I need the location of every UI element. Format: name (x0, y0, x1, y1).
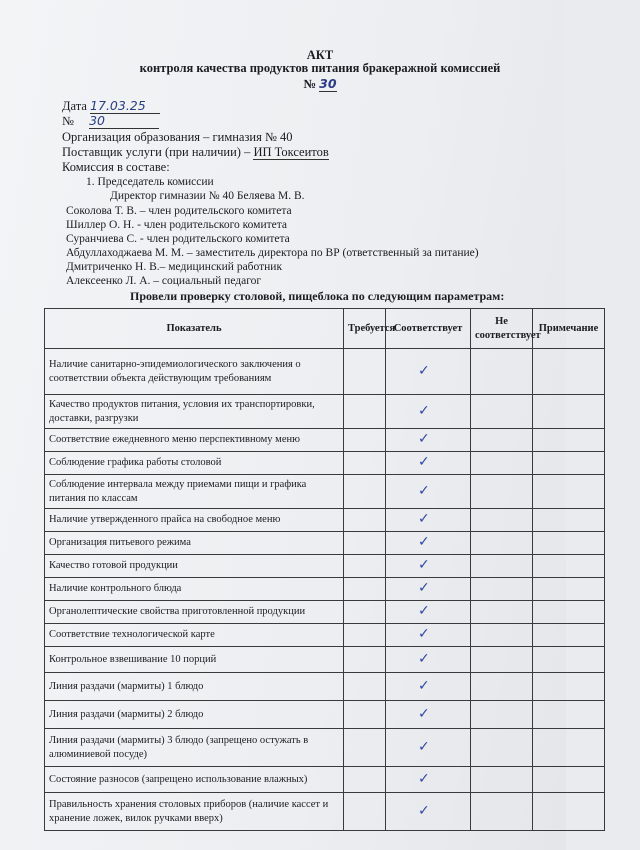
row-noncompliant (471, 349, 533, 395)
table-row (45, 601, 605, 624)
row-label: Наличие утвержденного прайса на свободное меню (45, 509, 344, 532)
row-label: Качество готовой продукции (45, 555, 344, 578)
row-required (344, 349, 386, 395)
table-row (45, 647, 605, 673)
row-label: Соответствие ежедневного меню перспективному меню (45, 429, 344, 452)
check-mark: ✓ (386, 452, 471, 475)
check-mark: ✓ (386, 767, 471, 793)
row-required (344, 475, 386, 509)
row-label: Соблюдение графика работы столовой (45, 452, 344, 475)
member-5: Дмитриченко Н. В.– медицинский работник (66, 261, 283, 273)
row-noncompliant (471, 532, 533, 555)
number-handwritten: 30 (89, 113, 159, 129)
row-required (344, 793, 386, 831)
header-compliant: Соответствует (386, 309, 471, 349)
check-mark: ✓ (386, 349, 471, 395)
row-label: Контрольное взвешивание 10 порций (45, 647, 344, 673)
row-note (533, 395, 605, 429)
commission-label: Комиссия в составе: (62, 160, 170, 174)
row-label: Организация питьевого режима (45, 532, 344, 555)
row-note (533, 767, 605, 793)
member-3: Суранчиева С. - член родительского комитета (66, 233, 290, 245)
row-note (533, 475, 605, 509)
organization-line: Организация образования – гимназия № 40 (62, 130, 293, 144)
table-row (45, 429, 605, 452)
member-1: Соколова Т. В. – член родительского комитета (66, 205, 292, 217)
table-row (45, 349, 605, 395)
row-label: Соблюдение интервала между приемами пищи и графика питания по классам (45, 475, 344, 509)
check-mark: ✓ (386, 395, 471, 429)
row-required (344, 578, 386, 601)
row-note (533, 532, 605, 555)
row-required (344, 532, 386, 555)
act-subtitle: контроля качества продуктов питания бракеражной комиссией (139, 61, 501, 75)
check-mark: ✓ (386, 601, 471, 624)
act-number-handwritten: 30 (319, 76, 337, 91)
date-label: Дата (62, 99, 87, 113)
row-noncompliant (471, 452, 533, 475)
row-label: Наличие санитарно-эпидемиологического заключения о соответствии объекта действующим требованиям (45, 349, 344, 395)
row-label: Органолептические свойства приготовленной продукции (45, 601, 344, 624)
row-noncompliant (471, 601, 533, 624)
row-note (533, 349, 605, 395)
check-mark: ✓ (386, 475, 471, 509)
row-noncompliant (471, 673, 533, 701)
act-number (0, 76, 640, 92)
check-mark: ✓ (386, 729, 471, 767)
check-mark: ✓ (386, 429, 471, 452)
row-noncompliant (471, 701, 533, 729)
row-required (344, 555, 386, 578)
row-noncompliant (471, 647, 533, 673)
row-note (533, 429, 605, 452)
table-row (45, 578, 605, 601)
row-noncompliant (471, 555, 533, 578)
row-note (533, 673, 605, 701)
chair-heading: 1. Председатель комиссии (86, 176, 214, 188)
row-label: Линия раздачи (мармиты) 2 блюдо (45, 701, 344, 729)
row-note (533, 509, 605, 532)
check-mark: ✓ (386, 647, 471, 673)
row-noncompliant (471, 509, 533, 532)
table-row (45, 395, 605, 429)
row-required (344, 395, 386, 429)
date-handwritten: 17.03.25 (90, 98, 160, 114)
number-line (62, 113, 159, 129)
table-row (45, 767, 605, 793)
row-note (533, 647, 605, 673)
row-required (344, 601, 386, 624)
row-label: Соответствие технологической карте (45, 624, 344, 647)
row-note (533, 729, 605, 767)
row-label: Линия раздачи (мармиты) 3 блюдо (запрещено остужать в алюминиевой посуде) (45, 729, 344, 767)
table-row (45, 475, 605, 509)
check-mark: ✓ (386, 624, 471, 647)
inspection-table (44, 308, 605, 831)
table-header-row (45, 309, 605, 349)
table-row (45, 624, 605, 647)
row-label: Правильность хранения столовых приборов (наличие кассет и хранение ложек, вилок ручками вверх) (45, 793, 344, 831)
header-required: Требуется (344, 309, 386, 349)
member-6: Алексеенко Л. А. – социальный педагог (66, 275, 262, 287)
row-required (344, 767, 386, 793)
row-note (533, 793, 605, 831)
row-note (533, 701, 605, 729)
row-noncompliant (471, 729, 533, 767)
supplier-label: Поставщик услуги (при наличии) – (62, 145, 251, 159)
row-label: Линия раздачи (мармиты) 1 блюдо (45, 673, 344, 701)
row-required (344, 729, 386, 767)
row-required (344, 673, 386, 701)
row-noncompliant (471, 578, 533, 601)
row-label: Состояние разносов (запрещено использование влажных) (45, 767, 344, 793)
row-label: Наличие контрольного блюда (45, 578, 344, 601)
row-required (344, 452, 386, 475)
table-row (45, 729, 605, 767)
row-noncompliant (471, 475, 533, 509)
check-mark: ✓ (386, 555, 471, 578)
row-required (344, 701, 386, 729)
member-4: Абдуллаходжаева М. М. – заместитель директора по ВР (ответственный за питание) (66, 247, 479, 259)
member-2: Шиллер О. Н. - член родительского комитета (66, 219, 287, 231)
row-required (344, 509, 386, 532)
row-note (533, 578, 605, 601)
act-title: АКТ (306, 48, 334, 62)
check-mark: ✓ (386, 509, 471, 532)
check-mark: ✓ (386, 673, 471, 701)
check-mark: ✓ (386, 532, 471, 555)
row-note (533, 601, 605, 624)
row-required (344, 429, 386, 452)
chair-name: Директор гимназии № 40 Беляева М. В. (110, 190, 305, 202)
header-noncompliant: Не соответствует (471, 309, 533, 349)
row-noncompliant (471, 767, 533, 793)
check-mark: ✓ (386, 701, 471, 729)
supplier-value: ИП Токсеитов (253, 145, 329, 159)
table-row (45, 701, 605, 729)
row-label: Качество продуктов питания, условия их транспортировки, доставки, разгрузки (45, 395, 344, 429)
row-note (533, 555, 605, 578)
row-noncompliant (471, 429, 533, 452)
date-line (62, 98, 160, 114)
header-indicator: Показатель (45, 309, 344, 349)
header-note: Примечание (533, 309, 605, 349)
table-row (45, 673, 605, 701)
table-row (45, 509, 605, 532)
number-label: № (62, 114, 74, 128)
row-noncompliant (471, 395, 533, 429)
row-noncompliant (471, 624, 533, 647)
table-row (45, 555, 605, 578)
row-note (533, 624, 605, 647)
row-noncompliant (471, 793, 533, 831)
table-row (45, 452, 605, 475)
row-note (533, 452, 605, 475)
supplier-line (62, 145, 329, 160)
table-row (45, 532, 605, 555)
check-heading: Провели проверку столовой, пищеблока по следующим параметрам: (130, 289, 505, 303)
act-number-prefix: № (303, 77, 317, 91)
row-required (344, 624, 386, 647)
check-mark: ✓ (386, 793, 471, 831)
row-required (344, 647, 386, 673)
check-mark: ✓ (386, 578, 471, 601)
table-row (45, 793, 605, 831)
